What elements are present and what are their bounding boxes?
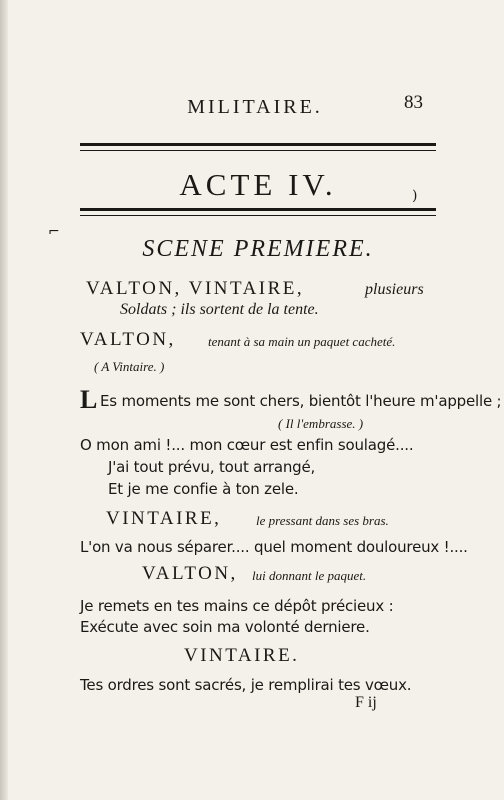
- verse-line: Tes ordres sont sacrés, je remplirai tes vœux.: [80, 676, 412, 694]
- ink-mark: ⌐: [48, 224, 60, 240]
- scene-title: SCENE PREMIERE.: [142, 236, 374, 262]
- drop-cap: L: [80, 385, 98, 414]
- speaker-name: VINTAIRE.: [184, 645, 300, 666]
- page-edge: [0, 0, 8, 800]
- verse-line: Exécute avec soin ma volonté derniere.: [80, 618, 370, 636]
- verse-line: O mon ami !... mon cœur est enfin soulagé....: [80, 436, 414, 454]
- verse-line: L'on va nous séparer.... quel moment douloureux !....: [80, 538, 468, 556]
- speaker-name: VINTAIRE,: [106, 508, 222, 529]
- speaker-name: VALTON,: [80, 329, 176, 350]
- verse-line: J'ai tout prévu, tout arrangé,: [108, 458, 316, 476]
- act-title: ACTE IV.: [179, 167, 337, 202]
- stage-direction: lui donnant le paquet.: [252, 568, 367, 583]
- cast-direction: plusieurs: [365, 281, 424, 298]
- signature-mark: F ij: [355, 694, 377, 711]
- header-rule-top: [80, 143, 436, 151]
- page-number: 83: [404, 92, 423, 113]
- stage-direction: le pressant dans ses bras.: [256, 513, 389, 528]
- stage-direction: ( Il l'embrasse. ): [278, 416, 364, 431]
- header-rule-bottom: [80, 208, 436, 216]
- verse-line: Et je me confie à ton zele.: [108, 480, 299, 498]
- cast-direction: Soldats ; ils sortent de la tente.: [120, 301, 319, 318]
- running-head: MILITAIRE.: [187, 96, 323, 118]
- stage-aside: ( A Vintaire. ): [94, 359, 165, 374]
- verse-line: Es moments me sont chers, bientôt l'heure m'appelle ;: [100, 392, 502, 410]
- ink-mark: ): [412, 188, 418, 204]
- cast-names: VALTON, VINTAIRE,: [86, 278, 305, 299]
- verse-line: Je remets en tes mains ce dépôt précieux :: [80, 597, 394, 615]
- speaker-name: VALTON,: [142, 563, 238, 584]
- stage-direction: tenant à sa main un paquet cacheté.: [208, 334, 396, 349]
